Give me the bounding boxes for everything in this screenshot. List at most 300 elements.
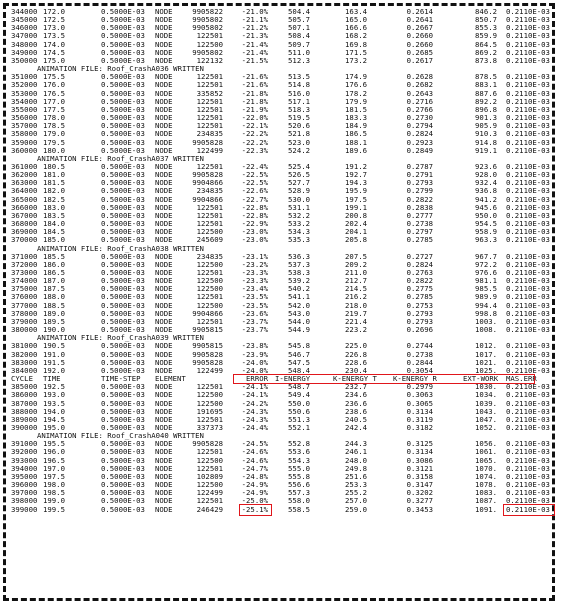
time-cell: 192.5 [43,382,65,392]
energy-error-cell: -23.3% [241,276,268,286]
energy-error-cell: -22.5% [241,178,268,188]
energy-error-cell: -22.7% [241,194,268,204]
element-type-cell: NODE [155,488,173,498]
kinetic-energy-r-cell: 0.2793 [406,308,433,318]
node-id-cell: 122501 [196,80,223,90]
kinetic-energy-t-cell: 259.0 [345,504,367,514]
mass-error-cell: 0.2110E-03 [506,15,550,25]
time-cell: 193.0 [43,390,65,400]
internal-energy-cell: 544.0 [288,316,310,326]
time-step-cell: 0.5000E-03 [101,178,145,188]
energy-error-cell: -23.2% [241,259,268,269]
cycle-cell: 369000 [11,227,38,237]
kinetic-energy-t-cell: 192.7 [345,170,367,180]
kinetic-energy-t-cell: 205.8 [345,235,367,245]
cycle-cell: 378000 [11,308,38,318]
log-row [11,302,548,310]
node-id-cell: 122501 [196,463,223,473]
kinetic-energy-r-cell: 0.2979 [406,382,433,392]
mass-error-cell: 0.2110E-03 [506,121,550,131]
external-work-cell: 967.7 [475,251,497,261]
mass-error-cell: 0.2110E-03 [506,300,550,310]
cycle-cell: 348000 [11,39,38,49]
cycle-cell: 396000 [11,480,38,490]
cycle-cell: 350000 [11,55,38,65]
kinetic-energy-r-cell: 0.2685 [406,47,433,57]
mass-error-cell: 0.2110E-03 [506,488,550,498]
element-type-cell: NODE [155,365,173,375]
log-row [11,408,548,416]
energy-error-cell: -24.9% [241,480,268,490]
external-work-cell: 892.2 [475,96,497,106]
internal-energy-cell: 525.4 [288,161,310,171]
external-work-cell: 985.5 [475,284,497,294]
internal-energy-cell: 524.2 [288,145,310,155]
external-work-cell: 963.3 [475,235,497,245]
kinetic-energy-r-cell: 0.3119 [406,414,433,424]
mass-error-cell: 0.2110E-03 [506,471,550,481]
kinetic-energy-t-cell: 214.5 [345,284,367,294]
internal-energy-cell: 533.2 [288,219,310,229]
external-work-cell: 1052. [475,422,497,432]
internal-energy-cell: 526.5 [288,170,310,180]
kinetic-energy-r-cell: 0.2614 [406,7,433,16]
time-cell: 192.0 [43,365,65,375]
mass-error-cell: 0.2110E-03 [506,235,550,245]
element-type-cell: NODE [155,414,173,424]
time-cell: 173.5 [43,31,65,41]
animation-file-message [11,245,548,253]
cycle-cell: 377000 [11,300,38,310]
time-step-cell: 0.5000E-03 [101,55,145,65]
external-work-cell: 846.2 [475,7,497,16]
kinetic-energy-t-cell: 242.4 [345,422,367,432]
external-work-cell: 1012. [475,341,497,351]
cycle-cell: 370000 [11,235,38,245]
node-id-cell: 122500 [196,259,223,269]
external-work-cell: 998.8 [475,308,497,318]
external-work-cell: 883.1 [475,80,497,90]
cycle-cell: 394000 [11,463,38,473]
external-work-cell: 928.0 [475,170,497,180]
internal-energy-cell: 544.9 [288,325,310,335]
node-id-cell: 122501 [196,104,223,114]
element-type-cell: NODE [155,235,173,245]
mass-error-cell: 0.2110E-03 [506,104,550,114]
time-cell: 195.0 [43,422,65,432]
mass-error-cell: 0.2110E-03 [506,480,550,490]
time-step-cell: 0.5000E-03 [101,325,145,335]
kinetic-energy-r-cell: 0.3277 [406,496,433,506]
energy-error-cell: -24.4% [241,422,268,432]
kinetic-energy-t-cell: 248.0 [345,455,367,465]
kinetic-energy-t-cell: 216.2 [345,292,367,302]
element-type-cell: NODE [155,349,173,359]
node-id-cell: 246429 [196,504,223,514]
internal-energy-cell: 552.1 [288,422,310,432]
energy-error-cell: -24.1% [241,382,268,392]
energy-error-cell: -23.6% [241,308,268,318]
time-cell: 176.0 [43,80,65,90]
node-id-cell: 122500 [196,39,223,49]
kinetic-energy-t-cell: 218.0 [345,300,367,310]
mass-error-cell: 0.2110E-03 [506,39,550,49]
log-row [11,220,548,228]
cycle-cell: 346000 [11,23,38,33]
column-header-row [11,375,548,383]
kinetic-energy-r-cell: 0.3065 [406,398,433,408]
external-work-cell: 1030. [475,382,497,392]
mass-error-cell: 0.2110E-03 [506,227,550,237]
internal-energy-cell: 555.0 [288,463,310,473]
external-work-cell: 878.5 [475,72,497,82]
element-type-cell: NODE [155,210,173,220]
kinetic-energy-r-cell: 0.2727 [406,251,433,261]
internal-energy-cell: 554.3 [288,455,310,465]
element-type-cell: NODE [155,357,173,367]
time-cell: 172.0 [43,7,65,16]
element-type-cell: NODE [155,325,173,335]
mass-error-cell: 0.2110E-03 [506,145,550,155]
external-work-cell: 859.9 [475,31,497,41]
kinetic-energy-r-cell: 0.2738 [406,219,433,229]
cycle-cell: 363000 [11,178,38,188]
energy-error-cell: -22.8% [241,202,268,212]
time-cell: 179.0 [43,129,65,139]
kinetic-energy-r-cell: 0.3202 [406,488,433,498]
time-step-cell: 0.5000E-03 [101,268,145,277]
internal-energy-cell: 519.5 [288,113,310,123]
node-id-cell: 9905802 [192,15,223,25]
element-type-cell: NODE [155,284,173,294]
kinetic-energy-r-cell: 0.2744 [406,341,433,351]
time-cell: 190.0 [43,325,65,335]
external-work-cell: 850.7 [475,15,497,25]
internal-energy-cell: 555.8 [288,471,310,481]
error-highlight-box [239,504,272,516]
cycle-cell: 352000 [11,80,38,90]
log-row [11,489,548,497]
log-row [11,457,548,465]
time-cell: 197.5 [43,471,65,481]
element-type-cell: NODE [155,31,173,41]
external-work-cell: 981.1 [475,276,497,286]
cycle-cell: 392000 [11,447,38,457]
cycle-cell: 364000 [11,186,38,196]
internal-energy-cell: 527.7 [288,178,310,188]
node-id-cell: 122501 [196,496,223,506]
mass-error-cell: 0.2110E-03 [506,463,550,473]
node-id-cell: 122501 [196,210,223,220]
internal-energy-cell: 535.3 [288,235,310,245]
internal-energy-cell: 514.8 [288,80,310,90]
time-cell: 181.5 [43,178,65,188]
kinetic-energy-t-cell: 253.3 [345,480,367,490]
node-id-cell: 9905828 [192,349,223,359]
energy-error-cell: -21.6% [241,72,268,82]
animation-file-message [11,65,548,73]
element-type-cell: NODE [155,39,173,49]
animation-file-text: ANIMATION FILE: Roof_CrashA040 WRITTEN [37,431,204,441]
external-work-cell: 994.4 [475,300,497,310]
element-type-cell: NODE [155,55,173,65]
time-step-cell: 0.5000E-03 [101,137,145,147]
time-cell: 179.5 [43,137,65,147]
node-id-cell: 102809 [196,471,223,481]
time-step-cell: 0.5000E-03 [101,480,145,490]
internal-energy-cell: 558.0 [288,496,310,506]
kinetic-energy-t-cell: 191.2 [345,161,367,171]
kinetic-energy-r-cell: 0.3158 [406,471,433,481]
element-type-cell: NODE [155,308,173,318]
node-id-cell: 9905815 [192,341,223,351]
mass-error-cell: 0.2110E-03 [506,259,550,269]
external-work-cell: 1074. [475,471,497,481]
time-step-cell: 0.5000E-03 [101,72,145,82]
time-cell: 172.5 [43,15,65,25]
energy-error-cell: -24.8% [241,471,268,481]
external-work-cell: 1065. [475,455,497,465]
external-work-cell: 919.1 [475,145,497,155]
energy-error-cell: -21.0% [241,7,268,16]
kinetic-energy-r-cell: 0.2643 [406,88,433,98]
log-row [11,49,548,57]
cycle-cell: 356000 [11,113,38,123]
cycle-cell: 376000 [11,292,38,302]
time-cell: 178.5 [43,121,65,131]
mass-error-cell: 0.2110E-03 [506,357,550,367]
mass-error-cell: 0.2110E-03 [506,341,550,351]
kinetic-energy-t-cell: 240.5 [345,414,367,424]
kinetic-energy-r-cell: 0.3121 [406,463,433,473]
kinetic-energy-t-cell: 197.5 [345,194,367,204]
internal-energy-cell: 507.1 [288,23,310,33]
energy-error-cell: -21.9% [241,104,268,114]
cycle-cell: 353000 [11,88,38,98]
time-step-cell: 0.5000E-03 [101,365,145,375]
log-frame [3,3,555,601]
animation-file-message [11,334,548,342]
element-type-cell: NODE [155,104,173,114]
kinetic-energy-t-cell: 166.6 [345,23,367,33]
element-type-cell: NODE [155,113,173,123]
kinetic-energy-r-cell: 0.2617 [406,55,433,65]
time-cell: 187.0 [43,276,65,286]
time-cell: 193.5 [43,398,65,408]
internal-energy-cell: 556.6 [288,480,310,490]
time-step-cell: 0.5000E-03 [101,80,145,90]
node-id-cell: 122500 [196,284,223,294]
cycle-cell: 367000 [11,210,38,220]
node-id-cell: 9904866 [192,178,223,188]
header-k-energy-r: K-ENERGY R [393,374,437,384]
mass-error-cell: 0.2110E-03 [506,186,550,196]
kinetic-energy-t-cell: 195.9 [345,186,367,196]
element-type-cell: NODE [155,463,173,473]
cycle-cell: 358000 [11,129,38,139]
log-row [11,318,548,326]
external-work-cell: 932.4 [475,178,497,188]
log-row [11,187,548,195]
header-cycle: CYCLE [11,374,33,384]
cycle-cell: 398000 [11,496,38,506]
kinetic-energy-r-cell: 0.2824 [406,259,433,269]
kinetic-energy-r-cell: 0.2799 [406,186,433,196]
mass-error-cell: 0.2110E-03 [506,210,550,220]
time-step-cell: 0.5000E-03 [101,227,145,237]
element-type-cell: NODE [155,7,173,16]
element-type-cell: NODE [155,276,173,286]
time-cell: 194.5 [43,414,65,424]
time-step-cell: 0.5000E-03 [101,121,145,131]
log-row [11,269,548,277]
log-row [11,359,548,367]
time-cell: 174.0 [43,39,65,49]
external-work-cell: 905.9 [475,121,497,131]
log-row [11,32,548,40]
node-id-cell: 335852 [196,88,223,98]
mass-error-cell: 0.2110E-03 [506,194,550,204]
log-row [11,114,548,122]
time-step-cell: 0.5000E-03 [101,390,145,400]
mass-error-cell: 0.2110E-03 [506,292,550,302]
time-step-cell: 0.5000E-03 [101,210,145,220]
time-step-cell: 0.5000E-03 [101,104,145,114]
internal-energy-cell: 520.6 [288,121,310,131]
kinetic-energy-r-cell: 0.2716 [406,96,433,106]
log-row [11,212,548,220]
cycle-cell: 359000 [11,137,38,147]
internal-energy-cell: 518.3 [288,104,310,114]
energy-error-cell: -23.8% [241,341,268,351]
element-type-cell: NODE [155,96,173,106]
kinetic-energy-t-cell: 225.0 [345,341,367,351]
cycle-cell: 385000 [11,382,38,392]
external-work-cell: 1039. [475,398,497,408]
time-cell: 198.0 [43,480,65,490]
kinetic-energy-r-cell: 0.2793 [406,316,433,326]
element-type-cell: NODE [155,121,173,131]
mass-error-cell: 0.2110E-03 [506,496,550,506]
time-cell: 185.5 [43,251,65,261]
log-row [11,285,548,293]
time-step-cell: 0.5000E-03 [101,316,145,326]
element-type-cell: NODE [155,145,173,155]
log-row [11,497,548,505]
node-id-cell: 122501 [196,72,223,82]
element-type-cell: NODE [155,80,173,90]
cycle-cell: 362000 [11,170,38,180]
cycle-cell: 351000 [11,72,38,82]
node-id-cell: 122501 [196,161,223,171]
node-id-cell: 9905828 [192,439,223,449]
animation-file-text: ANIMATION FILE: Roof_CrashA038 WRITTEN [37,243,204,253]
node-id-cell: 122501 [196,414,223,424]
mass-error-cell: 0.2110E-03 [506,170,550,180]
kinetic-energy-t-cell: 207.5 [345,251,367,261]
mass-error-cell: 0.2110E-03 [506,422,550,432]
energy-error-cell: -22.6% [241,186,268,196]
time-step-cell: 0.5000E-03 [101,251,145,261]
energy-error-cell: -24.6% [241,447,268,457]
mass-error-cell: 0.2110E-03 [506,202,550,212]
node-id-cell: 122501 [196,96,223,106]
kinetic-energy-r-cell: 0.2641 [406,15,433,25]
node-id-cell: 122500 [196,276,223,286]
log-row [11,465,548,473]
time-step-cell: 0.5000E-03 [101,23,145,33]
external-work-cell: 1021. [475,357,497,367]
animation-file-text: ANIMATION FILE: Roof_CrashA037 WRITTEN [37,153,204,163]
external-work-cell: 901.3 [475,113,497,123]
element-type-cell: NODE [155,447,173,457]
mass-error-cell: 0.2110E-03 [506,137,550,147]
header-time-step: TIME-STEP [101,374,141,384]
kinetic-energy-t-cell: 163.4 [345,7,367,16]
kinetic-energy-t-cell: 251.6 [345,471,367,481]
kinetic-energy-t-cell: 200.8 [345,210,367,220]
log-row [11,130,548,138]
internal-energy-cell: 534.3 [288,227,310,237]
external-work-cell: 1043. [475,406,497,416]
external-work-cell: 914.8 [475,137,497,147]
mass-error-cell: 0.2110E-03 [506,80,550,90]
element-type-cell: NODE [155,186,173,196]
time-cell: 191.5 [43,357,65,367]
external-work-cell: 1091. [475,504,497,514]
kinetic-energy-t-cell: 171.5 [345,47,367,57]
energy-error-cell: -22.5% [241,170,268,180]
element-type-cell: NODE [155,161,173,171]
kinetic-energy-t-cell: 173.2 [345,55,367,65]
external-work-cell: 910.3 [475,129,497,139]
time-cell: 186.5 [43,268,65,277]
mass-error-cell: 0.2110E-03 [506,349,550,359]
element-type-cell: NODE [155,178,173,188]
internal-energy-cell: 539.2 [288,276,310,286]
log-row [11,98,548,106]
kinetic-energy-r-cell: 0.2682 [406,80,433,90]
node-id-cell: 9904866 [192,308,223,318]
element-type-cell: NODE [155,23,173,33]
cycle-cell: 345000 [11,15,38,25]
internal-energy-cell: 513.5 [288,72,310,82]
mass-error-cell: 0.2110E-03 [506,113,550,123]
internal-energy-cell: 547.5 [288,357,310,367]
cycle-cell: 383000 [11,357,38,367]
cycle-cell: 389000 [11,414,38,424]
node-id-cell: 191695 [196,406,223,416]
time-cell: 196.0 [43,447,65,457]
time-cell: 174.5 [43,47,65,57]
time-step-cell: 0.5000E-03 [101,259,145,269]
time-step-cell: 0.5000E-03 [101,96,145,106]
kinetic-energy-t-cell: 194.3 [345,178,367,188]
time-cell: 188.0 [43,292,65,302]
time-step-cell: 0.5000E-03 [101,202,145,212]
cycle-cell: 395000 [11,471,38,481]
time-step-cell: 0.5000E-03 [101,161,145,171]
mass-error-highlight-box [503,504,555,516]
energy-error-cell: -24.7% [241,463,268,473]
cycle-cell: 397000 [11,488,38,498]
kinetic-energy-r-cell: 0.3147 [406,480,433,490]
kinetic-energy-t-cell: 188.1 [345,137,367,147]
element-type-cell: NODE [155,382,173,392]
energy-error-cell: -24.1% [241,390,268,400]
time-cell: 184.5 [43,227,65,237]
energy-error-cell: -21.5% [241,55,268,65]
